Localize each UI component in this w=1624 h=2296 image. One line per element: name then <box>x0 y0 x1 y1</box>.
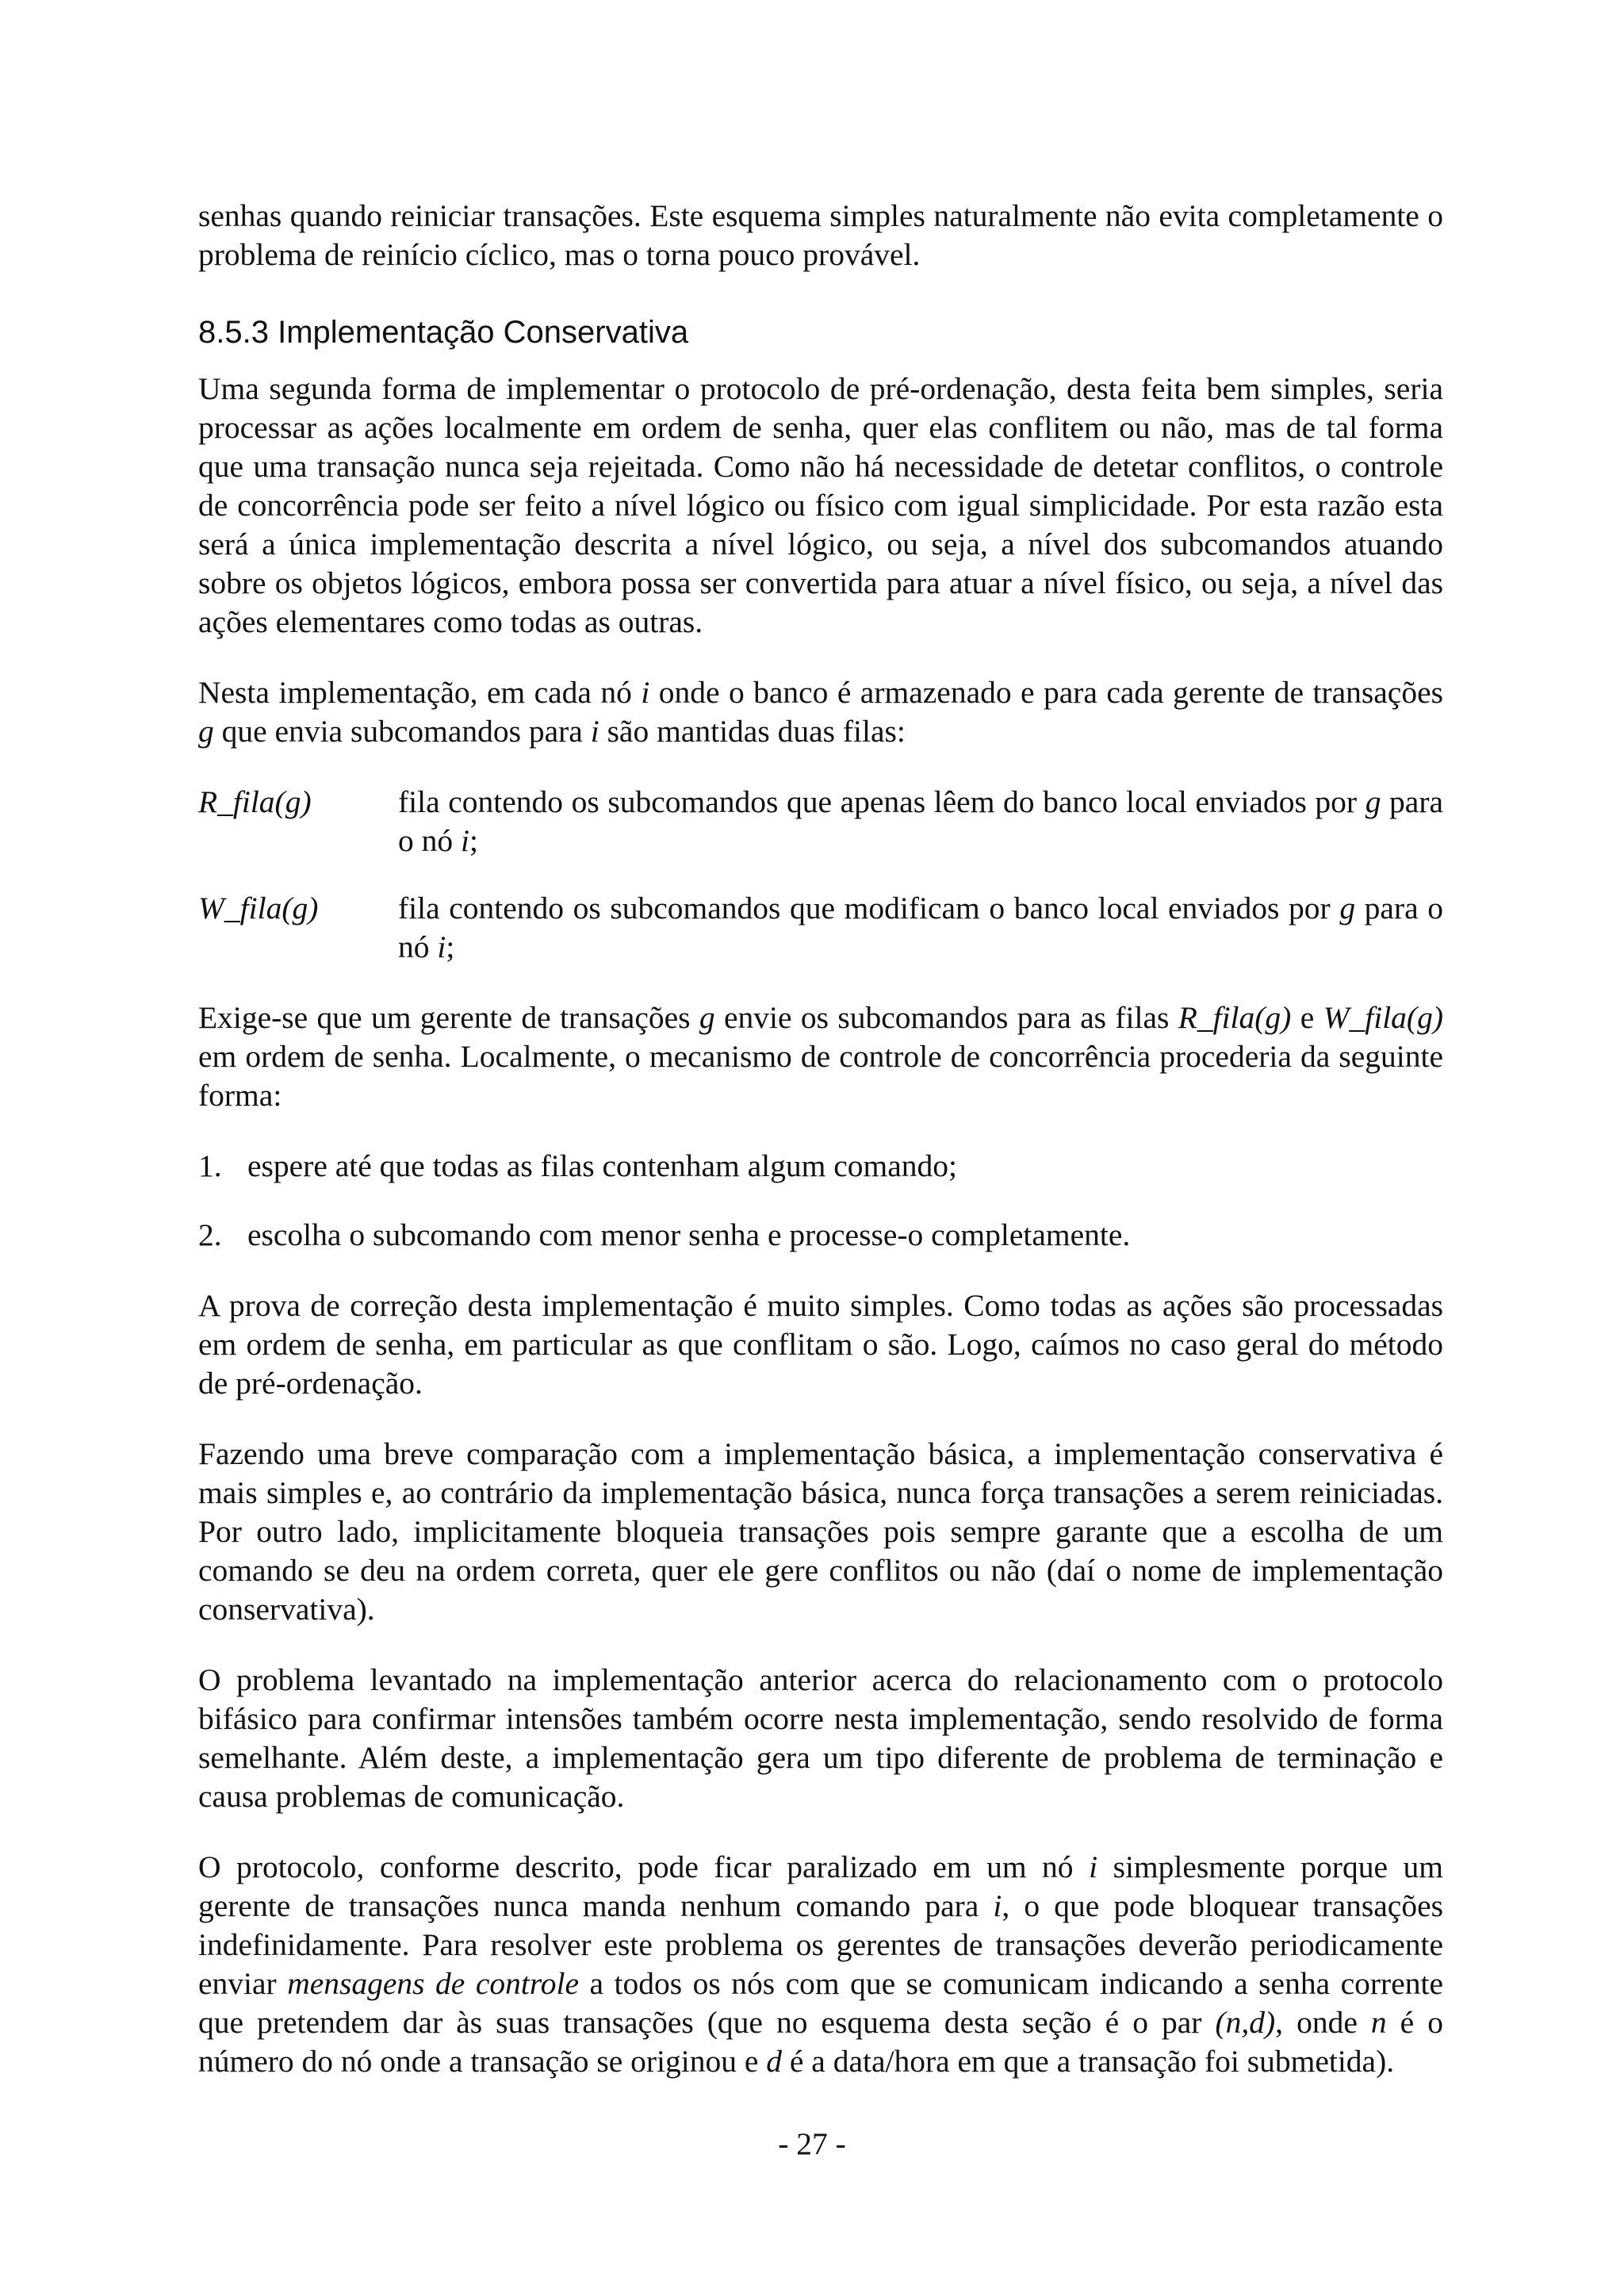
text-run: envie os subcomandos para as filas <box>714 1000 1178 1035</box>
var-g: g <box>1365 784 1381 819</box>
definition-term: R_fila(g) <box>198 784 312 819</box>
definition-description <box>398 783 1443 861</box>
list-item <box>198 1216 1443 1255</box>
list-item-text: espere até que todas as filas contenham algum comando; <box>247 1148 958 1183</box>
var-n: n <box>1370 2005 1387 2040</box>
paragraph-6: O problema levantado na implementação anterior acerca do relacionamento com o protocolo bifásico para confirmar intensões também ocorre nesta implementação, sendo resolvido de forma semelhante. Além deste, a implementação gera um tipo diferente de problema de terminação e causa problemas de comunicação. <box>198 1662 1443 1814</box>
paragraph-3 <box>198 999 1443 1115</box>
text-run: Nesta implementação, em cada nó <box>198 675 642 710</box>
section-heading: 8.5.3 Implementação Conservativa <box>198 315 689 350</box>
text-run: onde o banco é armazenado e para cada gerente de transações <box>649 675 1443 710</box>
text-run: Exige-se que um gerente de transações <box>198 1000 699 1035</box>
definition-term: W_fila(g) <box>198 891 319 926</box>
text-run: O protocolo, conforme descrito, pode ficar paralizado em um nó <box>198 1849 1090 1884</box>
definition-description <box>398 889 1443 967</box>
pair-notation: (n,d) <box>1215 2005 1276 2040</box>
var-i: i <box>1089 1849 1098 1884</box>
text-run: que envia subcomandos para <box>213 714 591 749</box>
var-g: g <box>699 1000 715 1035</box>
text-run: , o que pode bloquear transações indefinidamente. Para resolver este problema os gerentes de transações deverão periodicamente enviar <box>198 1888 1443 2001</box>
w-fila-ref: W_fila(g) <box>1323 1000 1443 1035</box>
var-g: g <box>1339 891 1356 926</box>
var-i: i <box>590 714 599 749</box>
paragraph-7 <box>198 1848 1443 2081</box>
text-run: simplesmente porque um gerente de transações nunca manda nenhum comando para <box>198 1849 1443 1923</box>
paragraph-2 <box>198 673 1443 751</box>
emphasis-term: mensagens de controle <box>287 1966 579 2001</box>
document-page <box>198 197 1443 2113</box>
text-run: ; <box>446 930 455 964</box>
text-run: fila contendo os subcomandos que modificam o banco local enviados por <box>398 891 1340 926</box>
text-run: ; <box>469 823 478 858</box>
list-item-number: 1. <box>198 1148 222 1183</box>
definition-w-fila <box>198 889 1443 967</box>
list-item-number: 2. <box>198 1217 222 1252</box>
text-run: são mantidas duas filas: <box>599 714 906 749</box>
text-run: é o número do nó onde a transação se originou e <box>198 2005 1443 2079</box>
var-i: i <box>641 675 650 710</box>
text-run: para o nó <box>398 784 1444 858</box>
paragraph-4: A prova de correção desta implementação é muito simples. Como todas as ações são processadas em ordem de senha, em particular as que conflitam o são. Logo, caímos no caso geral do método de pré-ordenação. <box>198 1288 1443 1401</box>
var-i: i <box>461 823 469 858</box>
text-run: a todos os nós com que se comunicam indicando a senha corrente que pretendem dar às suas transações (que no esquema desta seção é o par <box>198 1966 1443 2040</box>
r-fila-ref: R_fila(g) <box>1178 1000 1292 1035</box>
paragraph-5: Fazendo uma breve comparação com a implementação básica, a implementação conservativa é mais simples e, ao contrário da implementação básica, nunca força transações a serem reiniciadas. Por outro lado, implicitamente bloqueia transações pois sempre garante que a escolha de um comando se deu na ordem correta, quer ele gere conflitos ou não (daí o nome de implementação conservativa). <box>198 1436 1443 1627</box>
paragraph-1: Uma segunda forma de implementar o protocolo de pré-ordenação, desta feita bem simples, seria processar as ações localmente em ordem de senha, quer elas conflitem ou não, mas de tal forma que uma transação nunca seja rejeitada. Como não há necessidade de detetar conflitos, o controle de concorrência pode ser feito a nível lógico ou físico com igual simplicidade. Por esta razão esta será a única implementação descrita a nível lógico, ou seja, a nível dos subcomandos atuando sobre os objetos lógicos, embora possa ser convertida para atuar a nível físico, ou seja, a nível das ações elementares como todas as outras. <box>198 371 1443 639</box>
text-run: para o nó <box>398 891 1443 964</box>
var-i: i <box>993 1888 1002 1923</box>
var-g: g <box>198 714 214 749</box>
list-item-text: escolha o subcomando com menor senha e processe-o completamente. <box>247 1217 1131 1252</box>
var-i: i <box>437 930 446 964</box>
definition-r-fila <box>198 783 1443 861</box>
text-run: , onde <box>1275 2005 1371 2040</box>
opening-paragraph: senhas quando reiniciar transações. Este esquema simples naturalmente não evita completamente o problema de reinício cíclico, mas o torna pouco provável. <box>198 198 1443 272</box>
text-run: é a data/hora em que a transação foi submetida). <box>782 2044 1395 2079</box>
page-number: - 27 - <box>778 2126 846 2161</box>
text-run: fila contendo os subcomandos que apenas lêem do banco local enviados por <box>398 784 1365 819</box>
list-item <box>198 1147 1443 1186</box>
text-run: em ordem de senha. Localmente, o mecanismo de controle de concorrência procederia da seguinte forma: <box>198 1039 1443 1113</box>
var-d: d <box>766 2044 783 2079</box>
text-run: e <box>1291 1000 1323 1035</box>
